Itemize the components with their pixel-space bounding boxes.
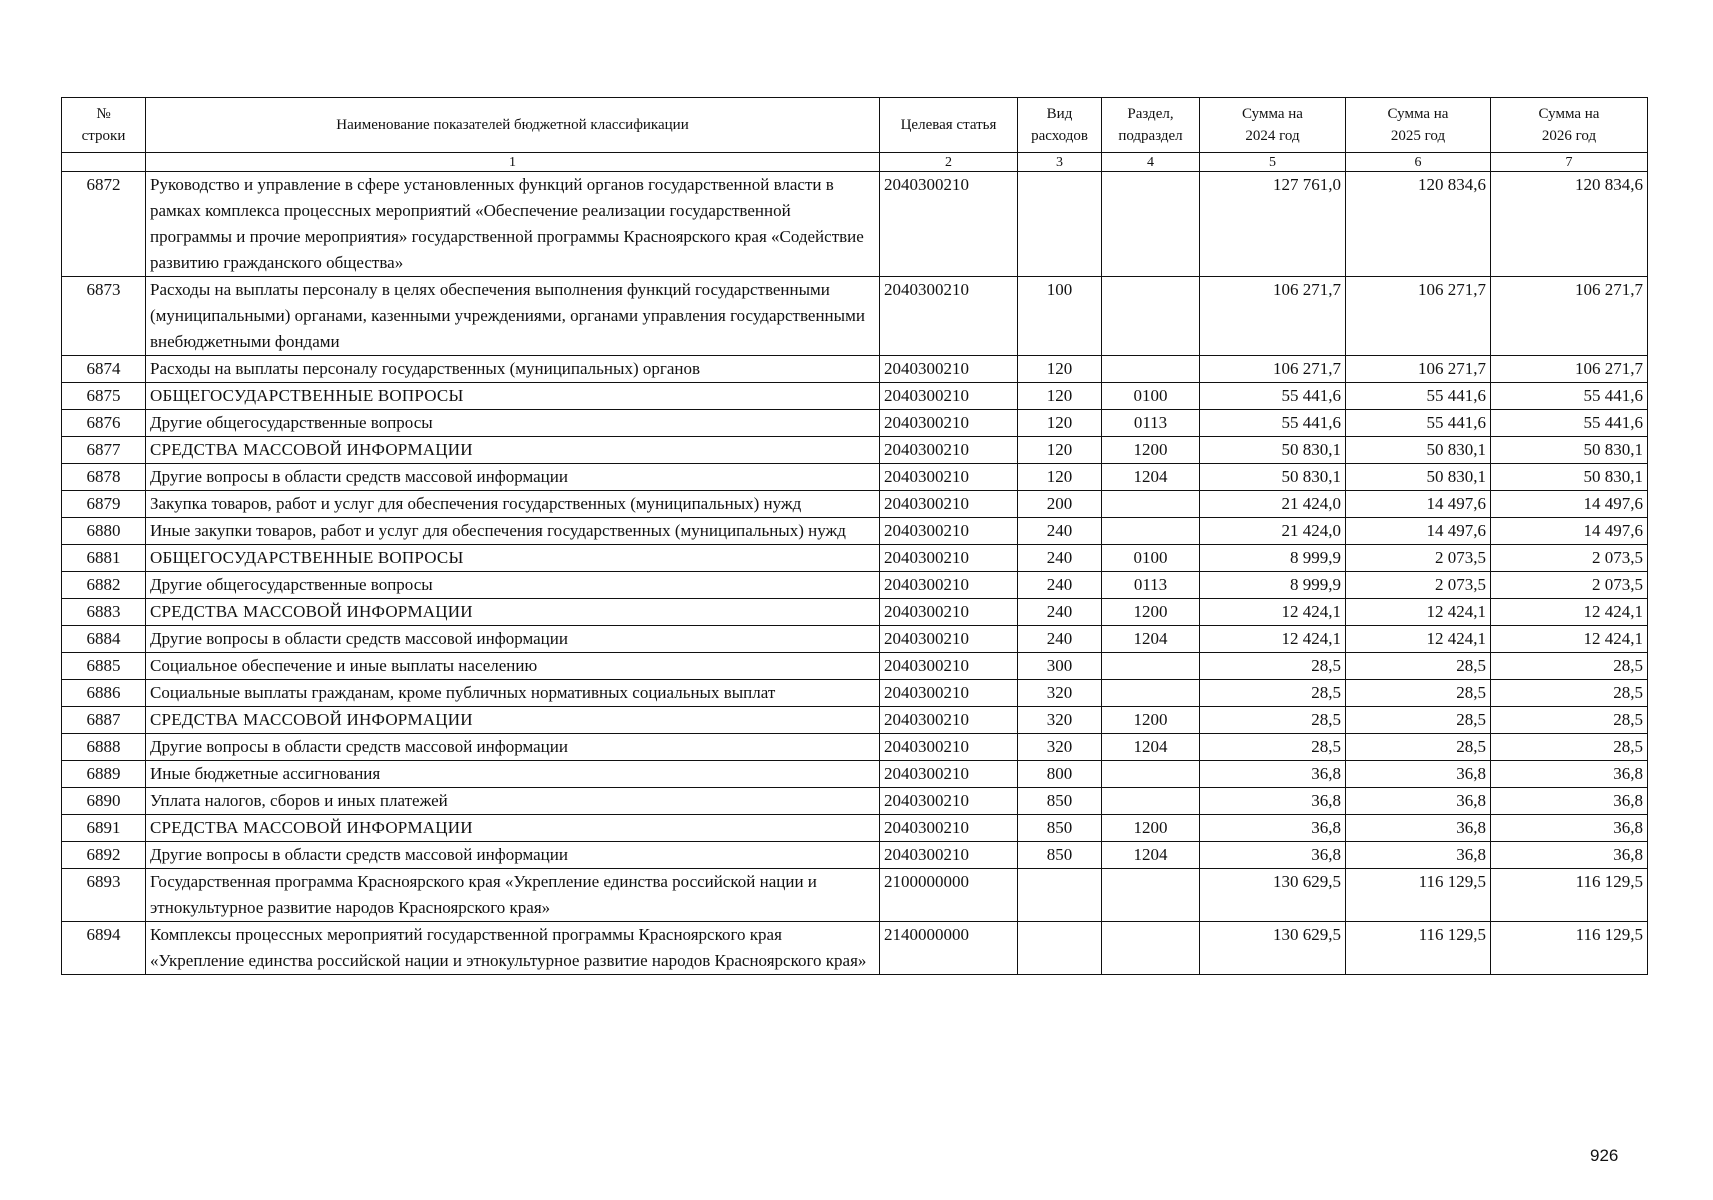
row-sum-2026: 120 834,6	[1491, 172, 1648, 277]
row-name: Иные бюджетные ассигнования	[146, 761, 880, 788]
row-expense-type	[1018, 922, 1102, 975]
row-target-article: 2040300210	[880, 383, 1018, 410]
row-name: Расходы на выплаты персоналу государственных (муниципальных) органов	[146, 356, 880, 383]
row-target-article: 2100000000	[880, 869, 1018, 922]
row-sum-2026: 28,5	[1491, 680, 1648, 707]
row-sum-2026: 28,5	[1491, 653, 1648, 680]
row-expense-type: 120	[1018, 383, 1102, 410]
row-target-article: 2040300210	[880, 277, 1018, 356]
row-sum-2024: 8 999,9	[1200, 572, 1346, 599]
row-expense-type	[1018, 869, 1102, 922]
table-row	[62, 572, 1648, 599]
row-sum-2026: 106 271,7	[1491, 356, 1648, 383]
row-number: 6880	[62, 518, 146, 545]
table-row	[62, 383, 1648, 410]
row-target-article: 2040300210	[880, 572, 1018, 599]
row-number: 6888	[62, 734, 146, 761]
row-number: 6891	[62, 815, 146, 842]
table-row	[62, 869, 1648, 922]
row-number: 6876	[62, 410, 146, 437]
row-expense-type: 320	[1018, 680, 1102, 707]
row-sum-2026: 36,8	[1491, 815, 1648, 842]
row-name: Расходы на выплаты персоналу в целях обеспечения выполнения функций государственными (муниципальными) органами, казенными учреждениями, органами управления государственными внебюджетными фондами	[146, 277, 880, 356]
column-number: 1	[146, 153, 880, 172]
row-sum-2026: 12 424,1	[1491, 599, 1648, 626]
row-sum-2025: 36,8	[1346, 815, 1491, 842]
row-number: 6884	[62, 626, 146, 653]
row-section	[1102, 277, 1200, 356]
row-section: 1200	[1102, 707, 1200, 734]
row-target-article: 2040300210	[880, 545, 1018, 572]
row-section	[1102, 172, 1200, 277]
row-target-article: 2040300210	[880, 707, 1018, 734]
row-name: СРЕДСТВА МАССОВОЙ ИНФОРМАЦИИ	[146, 815, 880, 842]
row-section	[1102, 518, 1200, 545]
row-section: 1204	[1102, 464, 1200, 491]
row-expense-type: 800	[1018, 761, 1102, 788]
row-sum-2025: 55 441,6	[1346, 383, 1491, 410]
row-sum-2025: 55 441,6	[1346, 410, 1491, 437]
row-expense-type: 120	[1018, 464, 1102, 491]
row-sum-2025: 14 497,6	[1346, 491, 1491, 518]
row-number: 6874	[62, 356, 146, 383]
column-number	[62, 153, 146, 172]
table-row	[62, 464, 1648, 491]
row-section: 0100	[1102, 545, 1200, 572]
row-target-article: 2040300210	[880, 734, 1018, 761]
row-target-article: 2040300210	[880, 599, 1018, 626]
row-expense-type	[1018, 172, 1102, 277]
row-sum-2026: 116 129,5	[1491, 869, 1648, 922]
row-sum-2024: 21 424,0	[1200, 491, 1346, 518]
row-target-article: 2040300210	[880, 626, 1018, 653]
row-section	[1102, 788, 1200, 815]
row-sum-2025: 36,8	[1346, 761, 1491, 788]
row-expense-type: 300	[1018, 653, 1102, 680]
table-row	[62, 626, 1648, 653]
row-section	[1102, 356, 1200, 383]
row-sum-2025: 28,5	[1346, 734, 1491, 761]
table-row	[62, 545, 1648, 572]
row-name: Другие вопросы в области средств массовой информации	[146, 842, 880, 869]
row-section: 1204	[1102, 842, 1200, 869]
row-sum-2025: 28,5	[1346, 653, 1491, 680]
row-sum-2026: 50 830,1	[1491, 437, 1648, 464]
row-sum-2024: 28,5	[1200, 680, 1346, 707]
row-sum-2026: 2 073,5	[1491, 572, 1648, 599]
column-number: 3	[1018, 153, 1102, 172]
table-row	[62, 491, 1648, 518]
row-expense-type: 240	[1018, 572, 1102, 599]
row-sum-2024: 8 999,9	[1200, 545, 1346, 572]
row-name: СРЕДСТВА МАССОВОЙ ИНФОРМАЦИИ	[146, 599, 880, 626]
row-expense-type: 320	[1018, 707, 1102, 734]
row-section: 0100	[1102, 383, 1200, 410]
row-name: Другие вопросы в области средств массовой информации	[146, 734, 880, 761]
row-target-article: 2040300210	[880, 356, 1018, 383]
row-sum-2026: 12 424,1	[1491, 626, 1648, 653]
table-body	[62, 172, 1648, 975]
row-section	[1102, 869, 1200, 922]
row-sum-2024: 21 424,0	[1200, 518, 1346, 545]
row-sum-2026: 36,8	[1491, 761, 1648, 788]
row-expense-type: 320	[1018, 734, 1102, 761]
row-sum-2026: 28,5	[1491, 734, 1648, 761]
row-number: 6872	[62, 172, 146, 277]
row-sum-2026: 36,8	[1491, 788, 1648, 815]
row-number: 6877	[62, 437, 146, 464]
column-number: 6	[1346, 153, 1491, 172]
header-sum-2025: Сумма на 2025 год	[1346, 98, 1491, 153]
row-name: СРЕДСТВА МАССОВОЙ ИНФОРМАЦИИ	[146, 707, 880, 734]
row-target-article: 2040300210	[880, 680, 1018, 707]
row-name: Государственная программа Красноярского края «Укрепление единства российской нации и этнокультурное развитие народов Красноярского края»	[146, 869, 880, 922]
table-row	[62, 172, 1648, 277]
row-sum-2025: 116 129,5	[1346, 869, 1491, 922]
row-section	[1102, 491, 1200, 518]
row-section: 1204	[1102, 734, 1200, 761]
header-type: Вид расходов	[1018, 98, 1102, 153]
row-sum-2025: 106 271,7	[1346, 277, 1491, 356]
table-row	[62, 707, 1648, 734]
column-number: 7	[1491, 153, 1648, 172]
header-row-no: № строки	[62, 98, 146, 153]
row-sum-2025: 2 073,5	[1346, 572, 1491, 599]
row-sum-2025: 106 271,7	[1346, 356, 1491, 383]
table-row	[62, 842, 1648, 869]
row-sum-2024: 28,5	[1200, 734, 1346, 761]
row-section	[1102, 922, 1200, 975]
row-sum-2025: 28,5	[1346, 707, 1491, 734]
row-name: Руководство и управление в сфере установленных функций органов государственной власти в рамках комплекса процессных мероприятий «Обеспечение реализации государственной программы и прочие мероприятия» государственной программы Красноярского края «Содействие развитию гражданского общества»	[146, 172, 880, 277]
table-row	[62, 437, 1648, 464]
row-sum-2024: 28,5	[1200, 707, 1346, 734]
row-name: Иные закупки товаров, работ и услуг для обеспечения государственных (муниципальных) нужд	[146, 518, 880, 545]
row-number: 6887	[62, 707, 146, 734]
row-expense-type: 850	[1018, 842, 1102, 869]
row-name: Социальные выплаты гражданам, кроме публичных нормативных социальных выплат	[146, 680, 880, 707]
row-sum-2025: 14 497,6	[1346, 518, 1491, 545]
row-sum-2026: 14 497,6	[1491, 518, 1648, 545]
row-section: 0113	[1102, 410, 1200, 437]
row-number: 6875	[62, 383, 146, 410]
row-expense-type: 120	[1018, 437, 1102, 464]
row-sum-2024: 130 629,5	[1200, 922, 1346, 975]
column-number: 2	[880, 153, 1018, 172]
row-target-article: 2040300210	[880, 653, 1018, 680]
row-target-article: 2040300210	[880, 788, 1018, 815]
row-target-article: 2040300210	[880, 761, 1018, 788]
table-row	[62, 815, 1648, 842]
row-section	[1102, 761, 1200, 788]
table-row	[62, 518, 1648, 545]
table-row	[62, 734, 1648, 761]
row-name: СРЕДСТВА МАССОВОЙ ИНФОРМАЦИИ	[146, 437, 880, 464]
table-row	[62, 277, 1648, 356]
row-expense-type: 120	[1018, 356, 1102, 383]
table-row	[62, 680, 1648, 707]
row-sum-2025: 28,5	[1346, 680, 1491, 707]
row-sum-2024: 12 424,1	[1200, 599, 1346, 626]
row-number: 6883	[62, 599, 146, 626]
row-sum-2026: 50 830,1	[1491, 464, 1648, 491]
row-section	[1102, 680, 1200, 707]
row-section: 1200	[1102, 599, 1200, 626]
row-target-article: 2040300210	[880, 491, 1018, 518]
row-expense-type: 850	[1018, 788, 1102, 815]
row-section: 1204	[1102, 626, 1200, 653]
row-number: 6886	[62, 680, 146, 707]
row-expense-type: 120	[1018, 410, 1102, 437]
row-sum-2024: 127 761,0	[1200, 172, 1346, 277]
row-target-article: 2040300210	[880, 172, 1018, 277]
row-section	[1102, 653, 1200, 680]
row-sum-2024: 106 271,7	[1200, 277, 1346, 356]
row-number: 6892	[62, 842, 146, 869]
row-number: 6879	[62, 491, 146, 518]
row-section: 1200	[1102, 437, 1200, 464]
row-sum-2024: 55 441,6	[1200, 410, 1346, 437]
table-row	[62, 653, 1648, 680]
row-sum-2025: 12 424,1	[1346, 599, 1491, 626]
row-sum-2025: 50 830,1	[1346, 464, 1491, 491]
row-name: ОБЩЕГОСУДАРСТВЕННЫЕ ВОПРОСЫ	[146, 383, 880, 410]
row-expense-type: 240	[1018, 518, 1102, 545]
table-row	[62, 599, 1648, 626]
row-name: Социальное обеспечение и иные выплаты населению	[146, 653, 880, 680]
row-sum-2025: 2 073,5	[1346, 545, 1491, 572]
header-sum-2026: Сумма на 2026 год	[1491, 98, 1648, 153]
row-target-article: 2140000000	[880, 922, 1018, 975]
header-name: Наименование показателей бюджетной классификации	[146, 98, 880, 153]
row-target-article: 2040300210	[880, 437, 1018, 464]
row-sum-2025: 120 834,6	[1346, 172, 1491, 277]
row-expense-type: 240	[1018, 626, 1102, 653]
row-name: Комплексы процессных мероприятий государственной программы Красноярского края «Укрепление единства российской нации и этнокультурное развитие народов Красноярского края»	[146, 922, 880, 975]
header-row	[62, 98, 1648, 153]
row-sum-2025: 36,8	[1346, 842, 1491, 869]
row-section: 0113	[1102, 572, 1200, 599]
row-sum-2024: 55 441,6	[1200, 383, 1346, 410]
row-sum-2024: 36,8	[1200, 761, 1346, 788]
row-sum-2026: 55 441,6	[1491, 410, 1648, 437]
row-sum-2024: 130 629,5	[1200, 869, 1346, 922]
row-sum-2024: 106 271,7	[1200, 356, 1346, 383]
row-number: 6881	[62, 545, 146, 572]
row-sum-2026: 55 441,6	[1491, 383, 1648, 410]
row-sum-2024: 28,5	[1200, 653, 1346, 680]
row-target-article: 2040300210	[880, 464, 1018, 491]
row-sum-2026: 28,5	[1491, 707, 1648, 734]
row-sum-2026: 2 073,5	[1491, 545, 1648, 572]
row-name: Уплата налогов, сборов и иных платежей	[146, 788, 880, 815]
row-sum-2026: 14 497,6	[1491, 491, 1648, 518]
row-section: 1200	[1102, 815, 1200, 842]
row-number: 6878	[62, 464, 146, 491]
row-target-article: 2040300210	[880, 842, 1018, 869]
row-name: Другие вопросы в области средств массовой информации	[146, 626, 880, 653]
row-number: 6894	[62, 922, 146, 975]
column-number-row	[62, 153, 1648, 172]
table-row	[62, 761, 1648, 788]
table-row	[62, 922, 1648, 975]
row-number: 6885	[62, 653, 146, 680]
row-number: 6873	[62, 277, 146, 356]
row-sum-2025: 50 830,1	[1346, 437, 1491, 464]
row-sum-2025: 116 129,5	[1346, 922, 1491, 975]
row-sum-2025: 12 424,1	[1346, 626, 1491, 653]
row-sum-2025: 36,8	[1346, 788, 1491, 815]
table-row	[62, 788, 1648, 815]
row-name: Другие вопросы в области средств массовой информации	[146, 464, 880, 491]
row-target-article: 2040300210	[880, 815, 1018, 842]
column-number: 5	[1200, 153, 1346, 172]
row-sum-2026: 106 271,7	[1491, 277, 1648, 356]
table-row	[62, 410, 1648, 437]
row-expense-type: 100	[1018, 277, 1102, 356]
row-expense-type: 200	[1018, 491, 1102, 518]
row-sum-2024: 12 424,1	[1200, 626, 1346, 653]
row-sum-2024: 36,8	[1200, 815, 1346, 842]
row-sum-2026: 116 129,5	[1491, 922, 1648, 975]
row-number: 6882	[62, 572, 146, 599]
header-target: Целевая статья	[880, 98, 1018, 153]
header-sum-2024: Сумма на 2024 год	[1200, 98, 1346, 153]
table-row	[62, 356, 1648, 383]
row-sum-2024: 36,8	[1200, 842, 1346, 869]
row-sum-2024: 50 830,1	[1200, 464, 1346, 491]
row-number: 6893	[62, 869, 146, 922]
row-name: Другие общегосударственные вопросы	[146, 410, 880, 437]
row-number: 6890	[62, 788, 146, 815]
row-name: ОБЩЕГОСУДАРСТВЕННЫЕ ВОПРОСЫ	[146, 545, 880, 572]
row-expense-type: 240	[1018, 599, 1102, 626]
budget-table	[61, 97, 1648, 975]
row-sum-2026: 36,8	[1491, 842, 1648, 869]
header-section: Раздел, подраздел	[1102, 98, 1200, 153]
row-name: Другие общегосударственные вопросы	[146, 572, 880, 599]
row-expense-type: 850	[1018, 815, 1102, 842]
row-number: 6889	[62, 761, 146, 788]
row-sum-2024: 36,8	[1200, 788, 1346, 815]
row-expense-type: 240	[1018, 545, 1102, 572]
row-sum-2024: 50 830,1	[1200, 437, 1346, 464]
row-target-article: 2040300210	[880, 518, 1018, 545]
column-number: 4	[1102, 153, 1200, 172]
page-number: 926	[1590, 1146, 1619, 1165]
row-name: Закупка товаров, работ и услуг для обеспечения государственных (муниципальных) нужд	[146, 491, 880, 518]
row-target-article: 2040300210	[880, 410, 1018, 437]
